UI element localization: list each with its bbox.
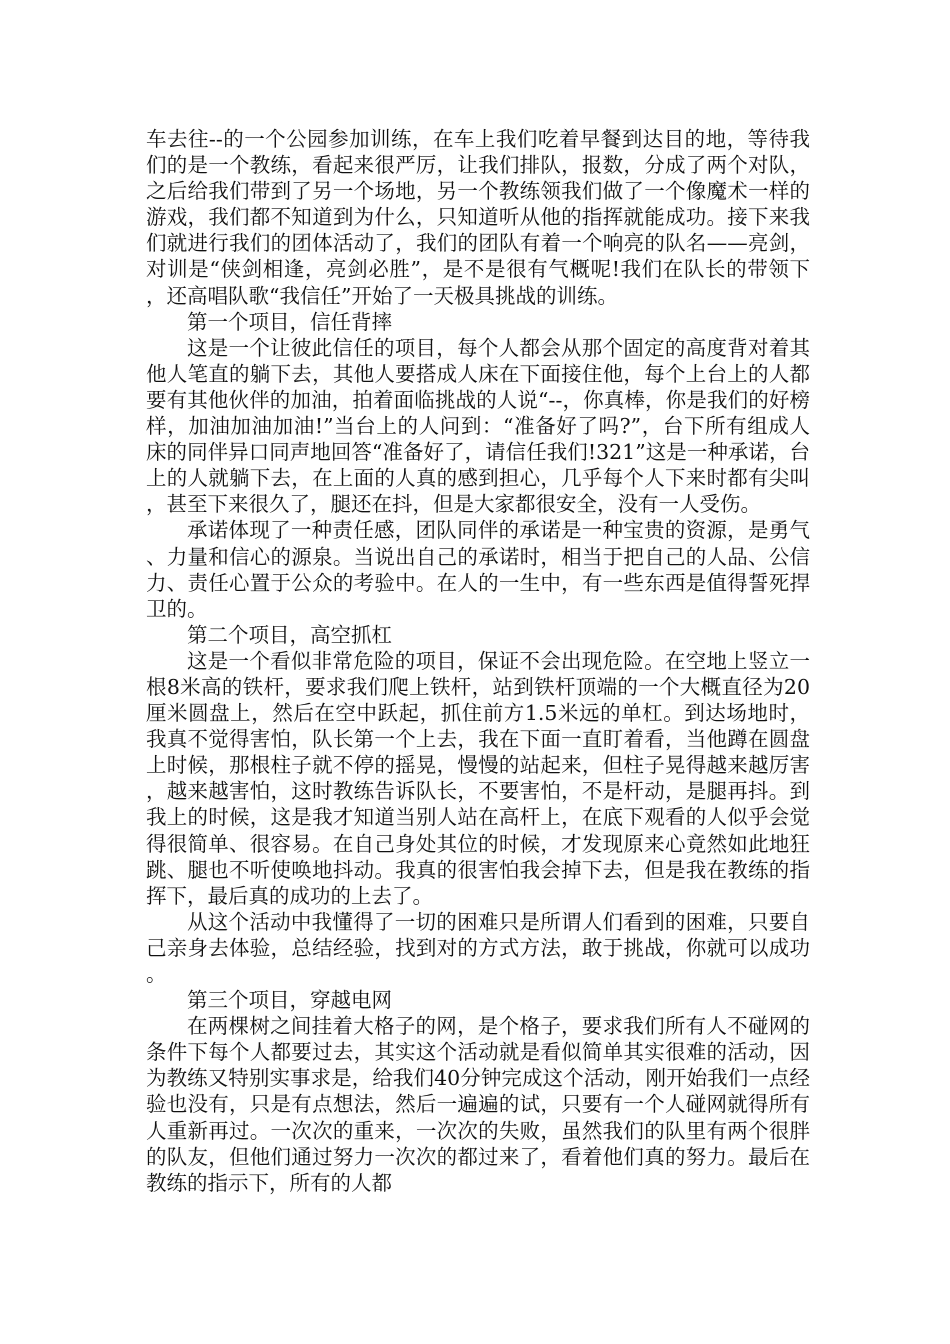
heading-project-1: 第一个项目，信任背摔 — [187, 309, 392, 334]
heading-project-2: 第二个项目，高空抓杠 — [187, 622, 392, 647]
paragraph-project-1-reflection: 承诺体现了一种责任感，团队同伴的承诺是一种宝贵的资源，是勇气、力量和信心的源泉。当说出自己的承诺时，相当于把自己的人品、公信力、责任心置于公众的考验中。在人的一生中，有一些东西是值得誓死捍卫的。 — [146, 518, 810, 621]
paragraph-project-2-reflection: 从这个活动中我懂得了一切的困难只是所谓人们看到的困难，只要自己亲身去体验，总结经验，找到对的方式方法，敢于挑战，你就可以成功。 — [146, 909, 810, 986]
heading-project-3: 第三个项目，穿越电网 — [187, 988, 392, 1013]
paragraph-project-1: 这是一个让彼此信任的项目，每个人都会从那个固定的高度背对着其他人笔直的躺下去，其他人要搭成人床在下面接住他，每个上台上的人都要有其他伙伴的加油，拍着面临挑战的人说“--，你真棒，你是我们的好榜样，加油加油加油!”当台上的人问到：“准备好了吗?”，台下所有组成人床的同伴异口同声地回答“准备好了，请信任我们!321”这是一种承诺，台上的人就躺下去，在上面的人真的感到担心，几乎每个人下来时都有尖叫，甚至下来很久了，腿还在抖，但是大家都很安全，没有一人受伤。 — [146, 335, 810, 517]
paragraph-intro: 车去往--的一个公园参加训练，在车上我们吃着早餐到达目的地，等待我们的是一个教练，看起来很严厉，让我们排队，报数，分成了两个对队，之后给我们带到了另一个场地，另一个教练领我们做了一个像魔术一样的游戏，我们都不知道到为什么，只知道听从他的指挥就能成功。接下来我们就进行我们的团体活动了，我们的团队有着一个响亮的队名——亮剑，对训是“侠剑相逢，亮剑必胜”，是不是很有气概呢!我们在队长的带领下，还高唱队歌“我信任”开始了一天极具挑战的训练。 — [146, 127, 810, 308]
paragraph-project-2: 这是一个看似非常危险的项目，保证不会出现危险。在空地上竖立一根8米高的铁杆，要求我们爬上铁杆，站到铁杆顶端的一个大概直径为20厘米圆盘上，然后在空中跃起，抓住前方1.5米远的单杠。到达场地时，我真不觉得害怕，队长第一个上去，我在下面一直盯着看，当他蹲在圆盘上时候，那根柱子就不停的摇晃，慢慢的站起来，但柱子晃得越来越厉害，越来越害怕，这时教练告诉队长，不要害怕，不是杆动，是腿再抖。到我上的时候，这是我才知道当别人站在高杆上，在底下观看的人似乎会觉得很简单、很容易。在自己身处其位的时候，才发现原来心竟然如此地狂跳、腿也不听使唤地抖动。我真的很害怕我会掉下去，但是我在教练的指挥下，最后真的成功的上去了。 — [146, 648, 810, 908]
document-body — [146, 126, 810, 1196]
paragraph-project-3: 在两棵树之间挂着大格子的网，是个格子，要求我们所有人不碰网的条件下每个人都要过去，其实这个活动就是看似简单其实很难的活动，因为教练又特别实事求是，给我们40分钟完成这个活动，刚开始我们一点经验也没有，只是有点想法，然后一遍遍的试，只要有一个人碰网就得所有人重新再过。一次次的重来，一次次的失败，虽然我们的队里有两个很胖的队友，但他们通过努力一次次的都过来了，看着他们真的努力。最后在教练的指示下，所有的人都 — [146, 1014, 810, 1195]
